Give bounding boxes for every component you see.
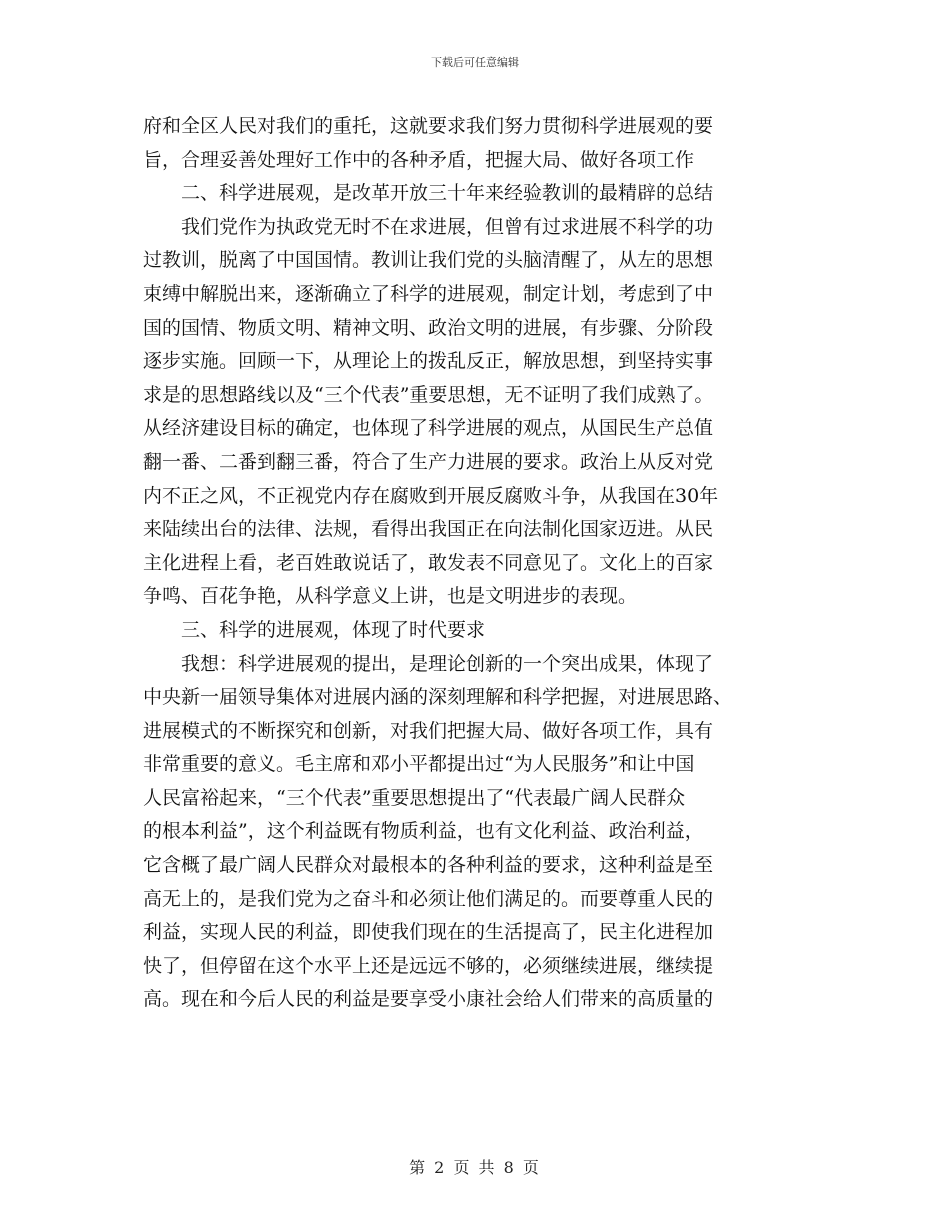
page-header: 下载后可任意编辑	[431, 56, 519, 69]
text-line: 国的国情、物质文明、精神文明、政治文明的进展，有步骤、分阶段	[143, 316, 714, 339]
text-line: 我们党作为执政党无时不在求进展，但曾有过求进展不科学的功	[143, 215, 714, 238]
text-line: 高无上的，是我们党为之奋斗和必须让他们满足的。而要尊重人民的	[143, 887, 714, 910]
section-heading: 二、科学进展观，是改革开放三十年来经验教训的最精辟的总结	[143, 182, 714, 205]
text-line: 主化进程上看，老百姓敢说话了，敢发表不同意见了。文化上的百家	[143, 551, 714, 574]
text-line: 束缚中解脱出来，逐渐确立了科学的进展观，制定计划，考虑到了中	[143, 282, 714, 305]
text-line: 来陆续出台的法律、法规，看得出我国正在向法制化国家迈进。从民	[143, 518, 714, 541]
text-line: 快了，但停留在这个水平上还是远远不够的，必须继续进展，继续提	[143, 954, 714, 977]
text-line: 人民富裕起来，“三个代表”重要思想提出了“代表最广阔人民群众	[143, 786, 686, 809]
text-line: 它含概了最广阔人民群众对最根本的各种利益的要求，这种利益是至	[143, 854, 714, 877]
text-line: 进展模式的不断探究和创新，对我们把握大局、做好各项工作，具有	[143, 719, 714, 742]
text-line: 利益，实现人民的利益，即使我们现在的生活提高了，民主化进程加	[143, 921, 714, 944]
text-line: 翻一番、二番到翻三番，符合了生产力进展的要求。政治上从反对党	[143, 450, 714, 473]
text-line: 旨，合理妥善处理好工作中的各种矛盾，把握大局、做好各项工作	[143, 148, 695, 171]
text-line: 非常重要的意义。毛主席和邓小平都提出过“为人民服务”和让中国	[143, 753, 695, 776]
text-line: 高。现在和今后人民的利益是要享受小康社会给人们带来的高质量的	[143, 988, 714, 1011]
text-line: 中央新一届领导集体对进展内涵的深刻理解和科学把握，对进展思路、	[143, 686, 733, 709]
page-number: 第 2 页 共 8 页	[409, 1158, 541, 1177]
text-line: 内不正之风，不正视党内存在腐败到开展反腐败斗争，从我国在30年	[143, 484, 719, 507]
document-body	[143, 110, 811, 1017]
text-line: 的根本利益”，这个利益既有物质利益，也有文化利益、政治利益，	[143, 820, 704, 843]
section-heading: 三、科学的进展观，体现了时代要求	[143, 618, 486, 641]
text-line: 从经济建设目标的确定，也体现了科学进展的观点，从国民生产总值	[143, 417, 714, 440]
text-line: 争鸣、百花争艳，从科学意义上讲，也是文明进步的表现。	[143, 585, 638, 608]
text-line: 求是的思想路线以及“三个代表”重要思想，无不证明了我们成熟了。	[143, 383, 714, 406]
text-line: 逐步实施。回顾一下，从理论上的拨乱反正，解放思想，到坚持实事	[143, 350, 714, 373]
text-line: 我想：科学进展观的提出，是理论创新的一个突出成果，体现了	[143, 652, 714, 675]
text-line: 府和全区人民对我们的重托，这就要求我们努力贯彻科学进展观的要	[143, 115, 714, 137]
text-line: 过教训，脱离了中国国情。教训让我们党的头脑清醒了，从左的思想	[143, 249, 714, 272]
